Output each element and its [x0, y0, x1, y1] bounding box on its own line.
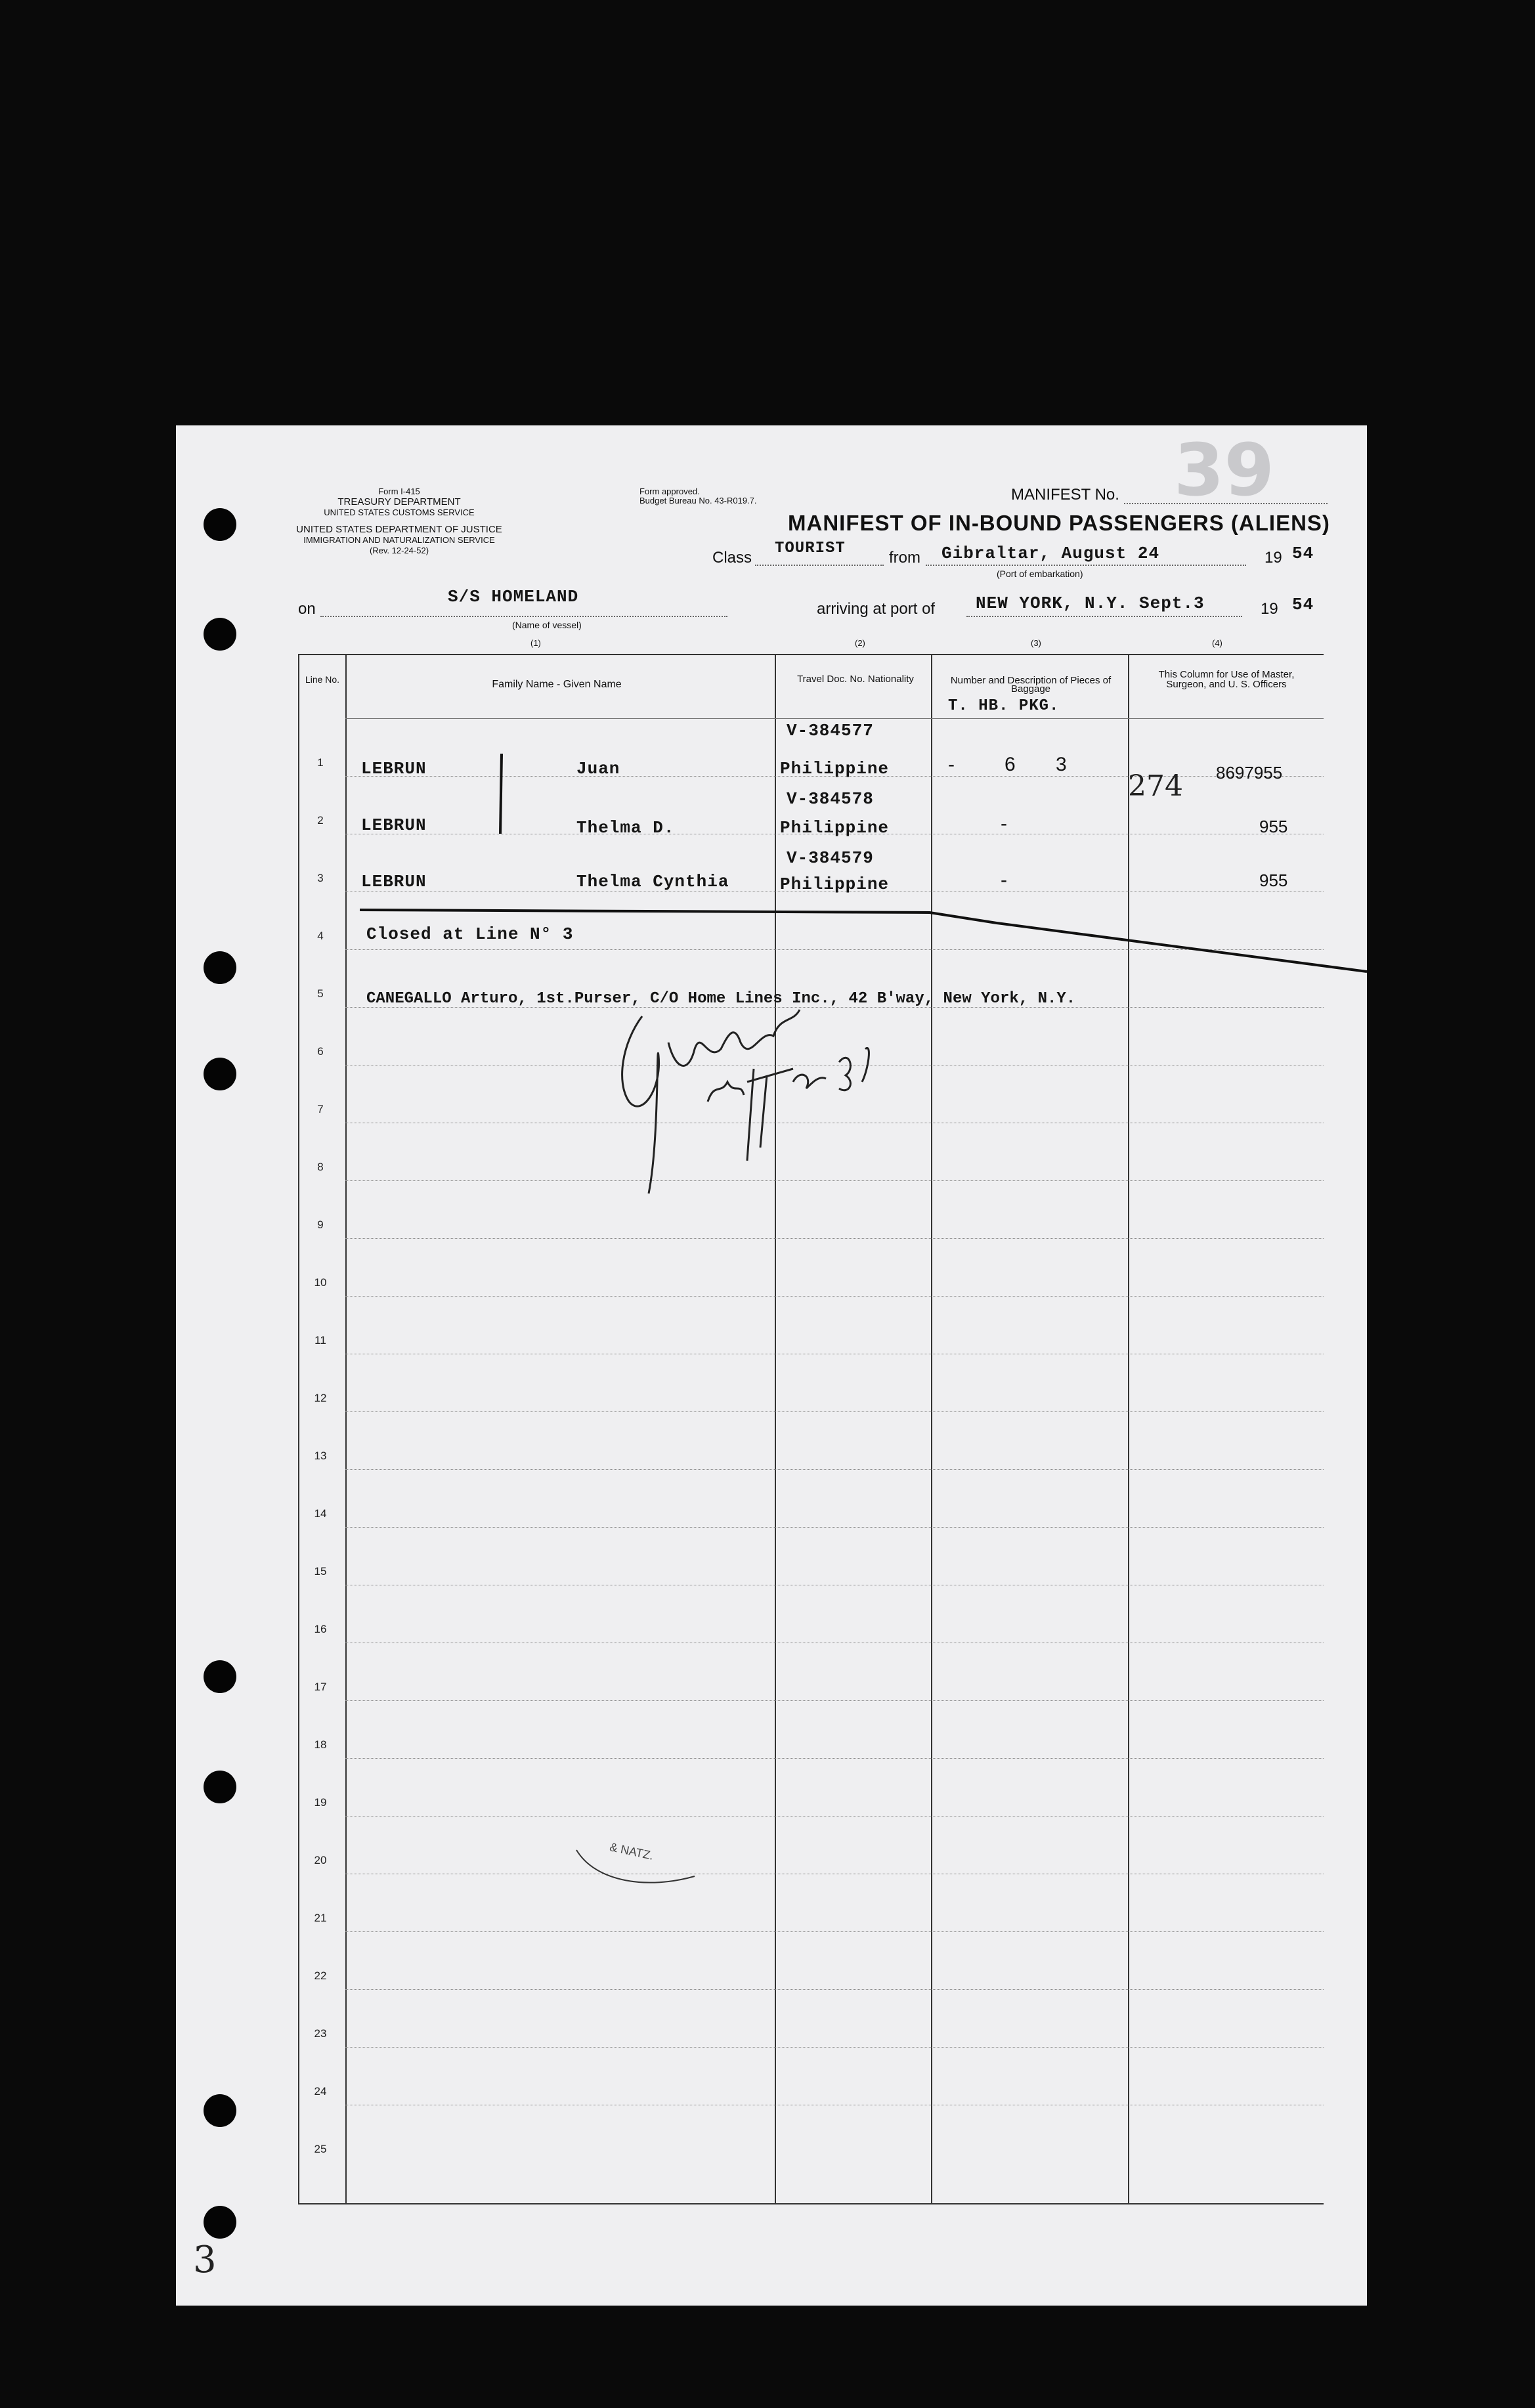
- row-rule: [345, 1238, 1324, 1239]
- form-revision: (Rev. 12-24-52): [369, 546, 429, 555]
- line-number-1: 1: [317, 756, 324, 769]
- manifest-no-label: MANIFEST No.: [1011, 486, 1119, 504]
- line-number-6: 6: [317, 1045, 324, 1058]
- line-number-21: 21: [314, 1912, 327, 1924]
- manifest-number: 39: [1174, 428, 1275, 512]
- line-number-10: 10: [314, 1276, 327, 1289]
- vessel-caption: (Name of vessel): [512, 620, 582, 630]
- class-value: TOURIST: [775, 540, 846, 557]
- line-number-13: 13: [314, 1450, 327, 1462]
- row-rule: [345, 1931, 1324, 1932]
- customs-service: UNITED STATES CUSTOMS SERVICE: [324, 507, 475, 517]
- line-number-11: 11: [314, 1334, 326, 1346]
- row2-doc: V-384578: [787, 789, 874, 809]
- row-rule: [345, 1469, 1324, 1470]
- arrival-year-value: 54: [1292, 595, 1314, 614]
- row-rule: [345, 1296, 1324, 1297]
- row2-given: Thelma D.: [576, 818, 675, 838]
- line-number-8: 8: [317, 1161, 324, 1173]
- row3-baggage: -: [1001, 869, 1007, 891]
- department-of-justice: UNITED STATES DEPARTMENT OF JUSTICE: [296, 524, 502, 535]
- punch-hole: [204, 1660, 236, 1693]
- immigration-service: IMMIGRATION AND NATURALIZATION SERVICE: [303, 535, 495, 545]
- row3-given: Thelma Cynthia: [576, 872, 729, 892]
- row1-baggage-pkg: 3: [1056, 754, 1067, 775]
- row3-family: LEBRUN: [361, 872, 427, 892]
- baggage-subheader: T. HB. PKG.: [948, 697, 1060, 715]
- header-family-name: Family Name - Given Name: [492, 679, 622, 690]
- row-rule: [345, 2047, 1324, 2048]
- row-rule: [345, 1411, 1324, 1412]
- punch-hole: [204, 1058, 236, 1090]
- header-line-no: Line No.: [305, 674, 340, 685]
- arrival-year-prefix: 19: [1261, 600, 1278, 618]
- treasury-department: TREASURY DEPARTMENT: [337, 496, 461, 507]
- closed-at-line-note: Closed at Line N° 3: [366, 924, 574, 944]
- header-officers: This Column for Use of Master, Surgeon, and U. S. Officers: [1158, 669, 1295, 690]
- line-number-22: 22: [314, 1969, 327, 1982]
- class-label: Class: [712, 549, 752, 567]
- budget-bureau-number: Budget Bureau No. 43-R019.7.: [639, 496, 757, 505]
- header-travel-doc: Travel Doc. No. Nationality: [797, 674, 914, 685]
- row-rule: [345, 1700, 1324, 1701]
- row1-handwritten-note: 274: [1128, 769, 1183, 803]
- line-number-16: 16: [314, 1623, 327, 1635]
- from-label: from: [889, 549, 920, 567]
- row1-doc: V-384577: [787, 721, 874, 741]
- form-approved: Form approved.: [639, 486, 700, 496]
- line-number-7: 7: [317, 1103, 324, 1115]
- punch-hole: [204, 2094, 236, 2127]
- line-number-12: 12: [314, 1392, 327, 1404]
- port-of-embarkation-caption: (Port of embarkation): [997, 569, 1083, 579]
- line-number-4: 4: [317, 930, 324, 942]
- year-prefix: 19: [1265, 549, 1282, 567]
- row1-nationality: Philippine: [780, 759, 890, 779]
- row3-code: 955: [1259, 871, 1288, 890]
- manifest-page: [176, 425, 1367, 2306]
- table-bottom-rule: [298, 2203, 1324, 2204]
- line-number-14: 14: [314, 1507, 327, 1520]
- margin-mark: 3: [193, 2239, 217, 2281]
- line-number-9: 9: [317, 1218, 324, 1231]
- row3-nationality: Philippine: [780, 874, 890, 894]
- line-number-24: 24: [314, 2085, 327, 2097]
- line-number-18: 18: [314, 1738, 327, 1751]
- row1-code: 8697955: [1216, 763, 1283, 783]
- row1-baggage-t: -: [948, 754, 955, 775]
- col-number-4: (4): [1212, 638, 1222, 648]
- line-number-2: 2: [317, 814, 324, 827]
- row1-given: Juan: [576, 759, 620, 779]
- punch-hole: [204, 2206, 236, 2239]
- purser-line: CANEGALLO Arturo, 1st.Purser, C/O Home Lines Inc., 42 B'way, New York, N.Y.: [366, 990, 1076, 1008]
- line-number-3: 3: [317, 872, 324, 884]
- line-number-19: 19: [314, 1796, 327, 1809]
- handwritten-signature: [596, 1003, 872, 1213]
- row3-doc: V-384579: [787, 848, 874, 868]
- line-number-17: 17: [314, 1681, 327, 1693]
- punch-hole: [204, 1771, 236, 1803]
- line-number-23: 23: [314, 2027, 327, 2040]
- row-rule: [345, 1758, 1324, 1759]
- row2-code: 955: [1259, 817, 1288, 836]
- manifest-title: MANIFEST OF IN-BOUND PASSENGERS (ALIENS): [788, 511, 1330, 535]
- closing-rule: [176, 425, 1367, 1016]
- line-number-20: 20: [314, 1854, 327, 1866]
- row-rule: [345, 1989, 1324, 1990]
- col-number-3: (3): [1031, 638, 1041, 648]
- row2-nationality: Philippine: [780, 818, 890, 838]
- line-number-25: 25: [314, 2143, 327, 2155]
- year-value: 54: [1292, 544, 1314, 563]
- vessel-name: S/S HOMELAND: [448, 587, 579, 607]
- port-of-embarkation: Gibraltar, August 24: [941, 544, 1160, 563]
- header-baggage: Number and Description of Pieces of Baggage: [950, 675, 1112, 695]
- row1-baggage-hb: 6: [1005, 754, 1016, 775]
- arrival-port: NEW YORK, N.Y. Sept.3: [976, 593, 1205, 613]
- col-number-1: (1): [530, 638, 541, 648]
- arriving-label: arriving at port of: [817, 600, 936, 618]
- line-number-5: 5: [317, 987, 324, 1000]
- row2-baggage: -: [1001, 813, 1007, 834]
- line-number-15: 15: [314, 1565, 327, 1578]
- col-number-2: (2): [855, 638, 865, 648]
- row1-family: LEBRUN: [361, 759, 427, 779]
- row2-family: LEBRUN: [361, 815, 427, 835]
- row-rule: [345, 1527, 1324, 1528]
- stamp-text: & NATZ.: [608, 1840, 655, 1862]
- row-rule: [345, 1816, 1324, 1817]
- on-label: on: [298, 600, 316, 618]
- form-number: Form I-415: [378, 486, 420, 496]
